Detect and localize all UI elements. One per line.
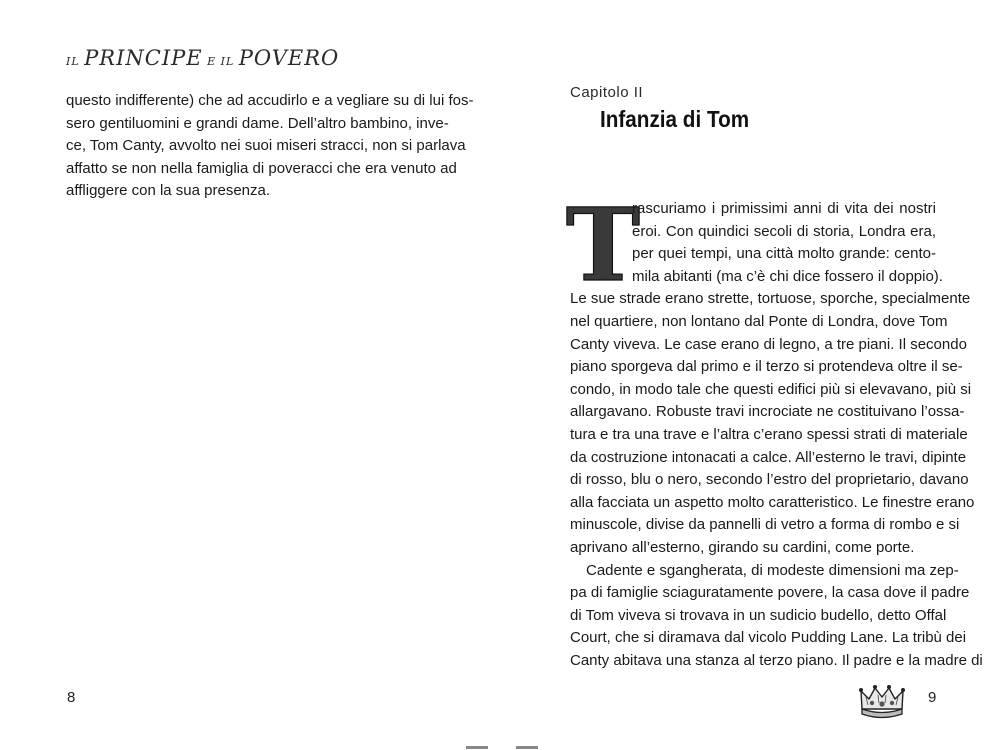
text-line: di rosso, blu o nero, secondo l’estro del proprietario, davano [570, 471, 969, 489]
text-line: minuscole, divise da pannelli di vetro a forma di rombo e si [570, 516, 960, 534]
text-line: Court, che si diramava dal vicolo Pudding Lane. La tribù dei [570, 629, 967, 647]
left-body-text [66, 90, 474, 203]
text-line: piano sporgeva dal primo e il terzo si protendeva oltre il se- [570, 358, 963, 376]
text-line: per quei tempi, una città molto grande: cento- [632, 245, 936, 263]
text-line: da costruzione intonacati a calce. All’esterno le travi, dipinte [570, 448, 967, 466]
page-number-right: 9 [928, 689, 937, 706]
text-line: Le sue strade erano strette, tortuose, sporche, specialmente [570, 290, 971, 308]
crown-icon [858, 683, 906, 719]
running-head-part2: PRINCIPE [84, 46, 203, 70]
running-head [66, 46, 339, 70]
text-line: di Tom viveva si trovava in un sudicio budello, detto Offal [570, 606, 947, 624]
text-line: sero gentiluomini e grandi dame. Dell’altro bambino, inve- [66, 114, 449, 132]
text-line: questo indifferente) che ad accudirlo e a vegliare su di lui fos- [66, 92, 474, 109]
text-line: condo, in modo tale che questi edifici più si elevavano, più si [570, 380, 972, 398]
drop-cap-letter: T [565, 186, 641, 304]
running-head-part3: E IL [202, 55, 239, 68]
text-line: Canty viveva. Le case erano di legno, a tre piani. Il secondo [570, 335, 967, 353]
chapter-label: Capitolo II [570, 84, 644, 101]
text-line: Cadente e sgangherata, di modeste dimensioni ma zep- [586, 561, 959, 579]
text-line: alla facciata un aspetto molto caratteristico. Le finestre erano [570, 493, 975, 511]
running-head-part4: POVERO [238, 46, 340, 70]
text-line: allargavano. Robuste travi incrociate ne costituivano l’ossa- [570, 403, 965, 421]
text-line: affliggere con la sua presenza. [66, 182, 271, 200]
text-line: tura e tra una trave e l’altra c’erano spessi strati di materiale [570, 425, 968, 443]
text-line: affatto se non nella famiglia di poveracci che era venuto ad [66, 159, 457, 177]
text-line: Canty abitava una stanza al terzo piano. Il padre e la madre di [570, 651, 983, 669]
text-line: aprivano all’esterno, girando su cardini, come porte. [570, 538, 915, 556]
text-line: pa di famiglie sciaguratamente povere, la casa dove il padre [570, 584, 970, 602]
spine-mark-left [466, 746, 488, 749]
text-line: rascuriamo i primissimi anni di vita dei nostri [632, 200, 936, 217]
right-body-text [570, 198, 983, 672]
text-line: mila abitanti (ma c’è chi dice fossero il doppio). [632, 267, 943, 285]
text-line: ce, Tom Canty, avvolto nei suoi miseri stracci, non si parlava [66, 137, 466, 155]
running-head-part1: IL [66, 55, 85, 68]
page-number-left: 8 [67, 689, 76, 706]
right-page [500, 0, 1000, 750]
chapter-title: Infanzia di Tom [600, 106, 750, 132]
text-line: nel quartiere, non lontano dal Ponte di Londra, dove Tom [570, 312, 948, 330]
text-line: eroi. Con quindici secoli di storia, Londra era, [632, 222, 936, 240]
spine-mark-right [516, 746, 538, 749]
